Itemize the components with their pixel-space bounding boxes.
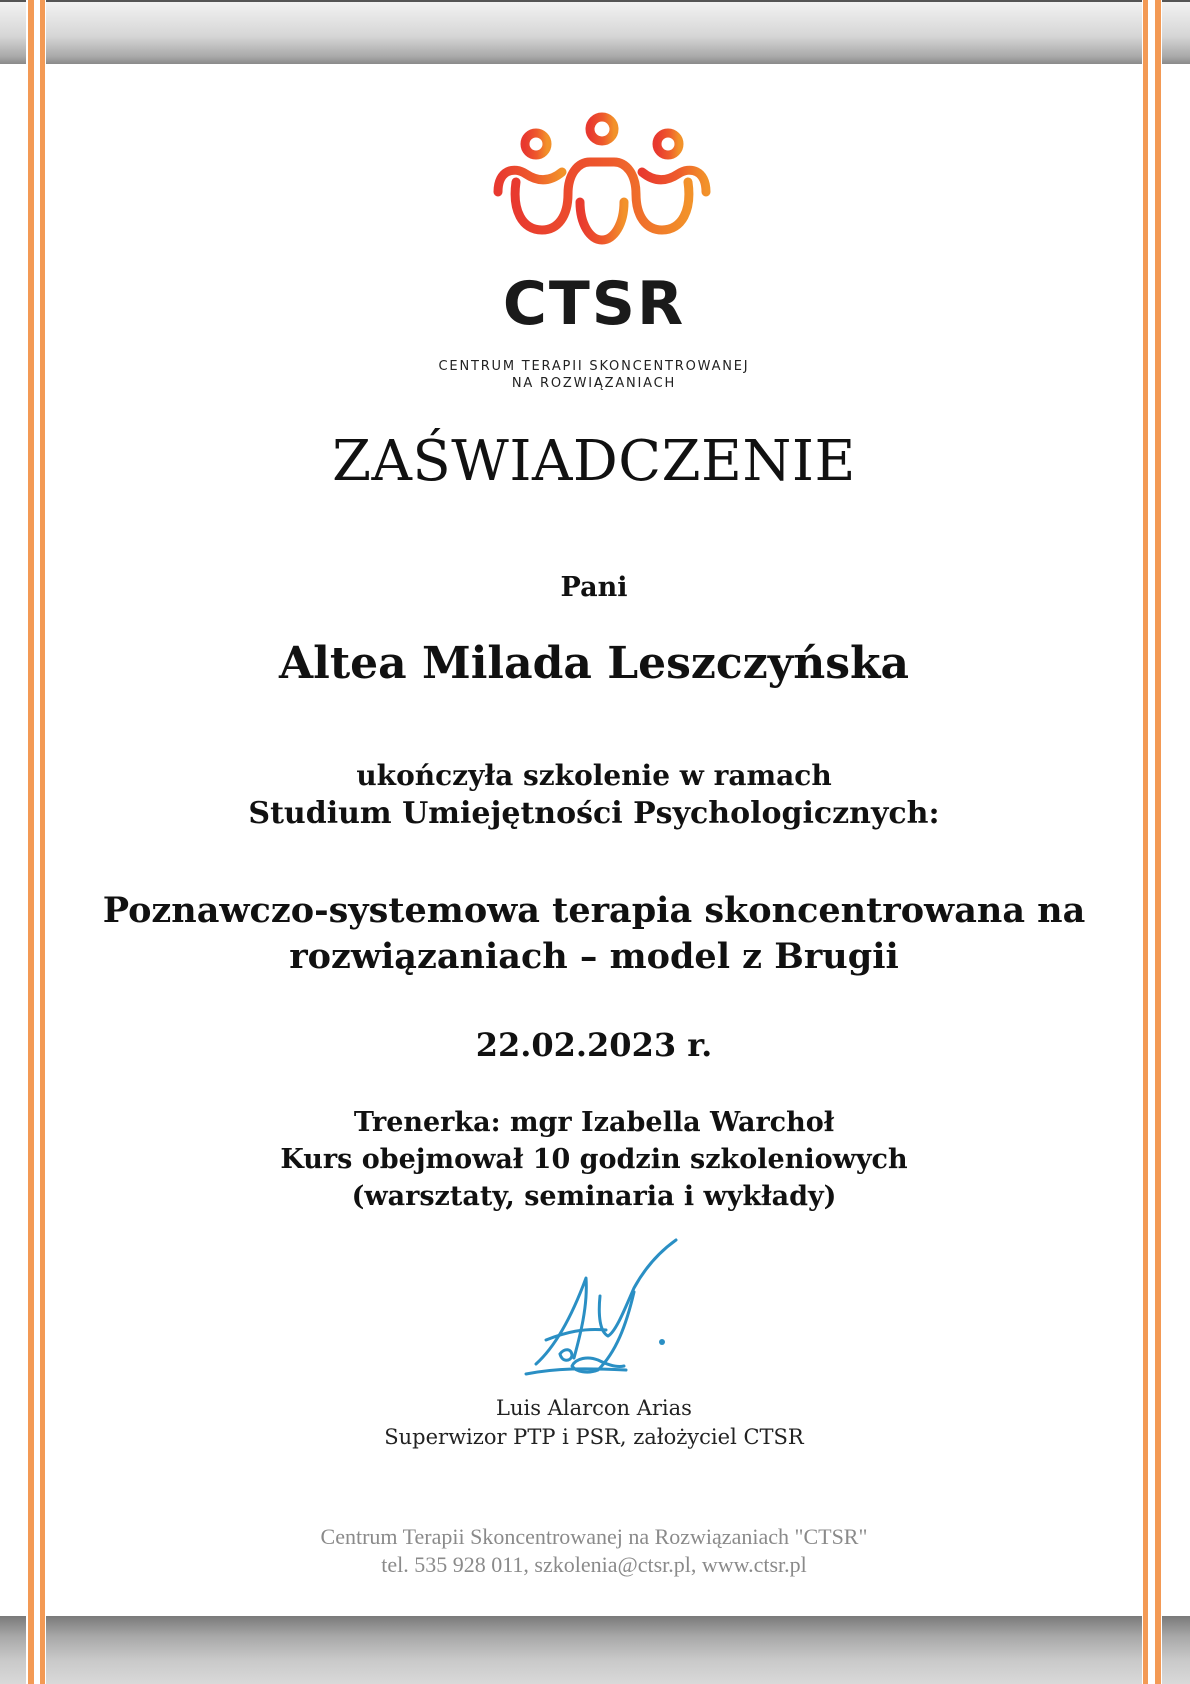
course-types-line: (warsztaty, seminaria i wykłady): [351, 1181, 837, 1212]
trainer-line: Trenerka: mgr Izabella Warchoł: [353, 1107, 835, 1138]
brand-subtitle-line1: CENTRUM TERAPII SKONCENTROWANEJ: [438, 359, 750, 374]
intro-line-2: Studium Umiejętności Psychologicznych:: [248, 796, 940, 831]
course-title-line-1: Poznawczo-systemowa terapia skoncentrowana na: [102, 890, 1086, 931]
recipient-name: Altea Milada Leszczyńska: [278, 638, 910, 689]
certificate-title: ZAŚWIADCZENIE: [332, 429, 856, 494]
handwritten-signature: [476, 1236, 716, 1396]
signatory-role: Superwizor PTP i PSR, założyciel CTSR: [384, 1425, 804, 1449]
left-inner-stripe: [40, 0, 45, 1684]
brand-subtitle-line2: NA ROZWIĄZANIACH: [511, 376, 677, 391]
three-people-logo-icon: [486, 112, 718, 252]
hours-line: Kurs obejmował 10 godzin szkoleniowych: [280, 1144, 908, 1175]
brand-name: CTSR: [502, 269, 686, 339]
certificate-content: [46, 64, 1142, 1616]
signatory-name: Luis Alarcon Arias: [496, 1396, 692, 1420]
course-title-line-2: rozwiązaniach – model z Brugii: [289, 936, 899, 977]
right-inner-stripe: [1143, 0, 1148, 1684]
intro-line-1: ukończyła szkolenie w ramach: [356, 759, 832, 792]
salutation: Pani: [560, 572, 628, 603]
top-border-bar: [0, 0, 1190, 64]
course-date: 22.02.2023 r.: [475, 1026, 713, 1064]
right-outer-stripe: [1155, 0, 1161, 1684]
footer-organization: Centrum Terapii Skoncentrowanej na Rozwiązaniach "CTSR": [320, 1524, 868, 1549]
footer-contact: tel. 535 928 011, szkolenia@ctsr.pl, www.ctsr.pl: [381, 1552, 807, 1577]
left-outer-stripe: [28, 0, 34, 1684]
bottom-border-bar: [0, 1616, 1190, 1684]
